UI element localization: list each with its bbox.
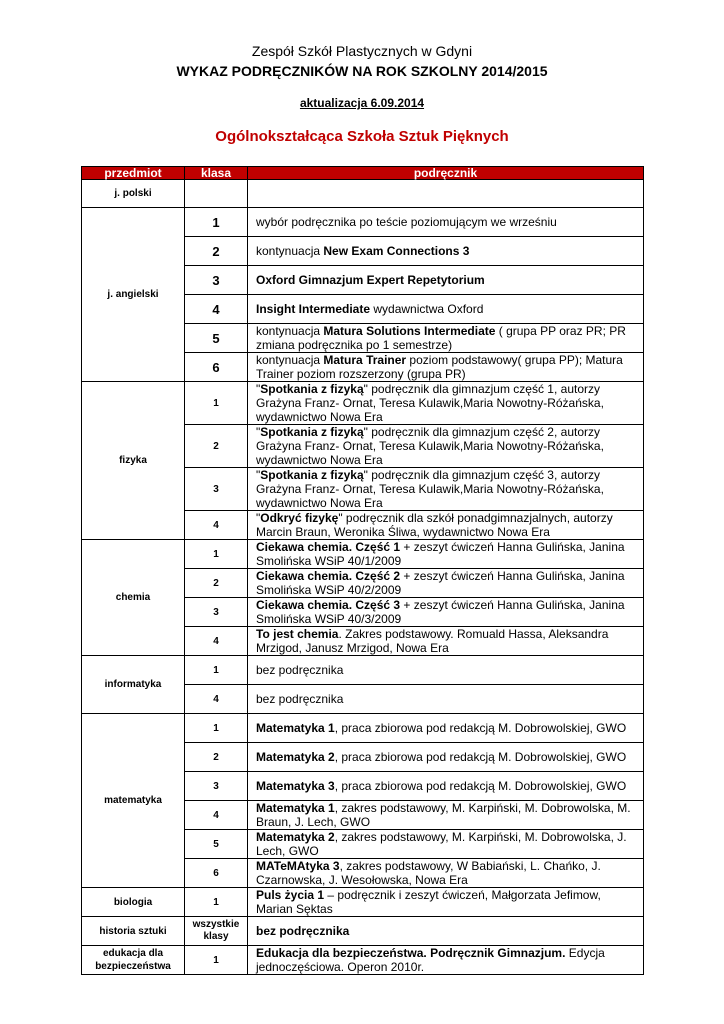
class-cell: 2: [185, 237, 248, 266]
class-cell: 4: [185, 511, 248, 540]
class-cell: 3: [185, 772, 248, 801]
table-row: [82, 917, 644, 946]
class-cell: 5: [185, 830, 248, 859]
class-cell: 1: [185, 208, 248, 237]
textbook-cell: "Odkryć fizykę" podręcznik dla szkół ponadgimnazjalnych, autorzy Marcin Braun, Weronika Śliwa, wydawnictwo Nowa Era: [248, 511, 644, 540]
textbook-cell: Matematyka 2, zakres podstawowy, M. Karpiński, M. Dobrowolska, J. Lech, GWO: [248, 830, 644, 859]
class-cell: 1: [185, 888, 248, 917]
table-row: [82, 888, 644, 917]
update-note: aktualizacja 6.09.2014: [299, 96, 425, 110]
class-cell: wszystkie klasy: [185, 917, 248, 946]
table-row: [82, 946, 644, 975]
subject-biologia: biologia: [82, 888, 185, 917]
class-cell: 4: [185, 685, 248, 714]
textbook-cell: "Spotkania z fizyką" podręcznik dla gimnazjum część 2, autorzy Grażyna Franz- Ornat, Teresa Kulawik,Maria Nowotny-Różańska, wydawnictwo Nowa Era: [248, 425, 644, 468]
textbook-cell: To jest chemia. Zakres podstawowy. Romuald Hassa, Aleksandra Mrzigod, Janusz Mrzigod, Nowa Era: [248, 627, 644, 656]
column-header-subject: przedmiot: [82, 167, 185, 180]
textbook-cell: Matematyka 1, zakres podstawowy, M. Karpiński, M. Dobrowolska, M. Braun, J. Lech, GWO: [248, 801, 644, 830]
textbook-cell: Ciekawa chemia. Część 3 + zeszyt ćwiczeń Hanna Gulińska, Janina Smolińska WSiP 40/3/2009: [248, 598, 644, 627]
class-cell: 6: [185, 859, 248, 888]
textbook-cell: Oxford Gimnazjum Expert Repetytorium: [248, 266, 644, 295]
textbook-cell: bez podręcznika: [248, 656, 644, 685]
class-cell: 4: [185, 627, 248, 656]
class-cell: 1: [185, 540, 248, 569]
table-row: [82, 180, 644, 208]
subject-historia-sztuki: historia sztuki: [82, 917, 185, 946]
subject-informatyka: informatyka: [82, 656, 185, 714]
textbook-cell: Edukacja dla bezpieczeństwa. Podręcznik Gimnazjum. Edycja jednoczęściowa. Operon 2010r.: [248, 946, 644, 975]
textbook-cell: kontynuacja New Exam Connections 3: [248, 237, 644, 266]
school-name: Zespół Szkół Plastycznych w Gdyni: [251, 43, 473, 59]
class-cell: 6: [185, 353, 248, 382]
class-cell: 2: [185, 743, 248, 772]
subject-chemia: chemia: [82, 540, 185, 656]
class-cell: 3: [185, 468, 248, 511]
class-cell: 1: [185, 382, 248, 425]
table-row: [82, 540, 644, 569]
textbook-cell: "Spotkania z fizyką" podręcznik dla gimnazjum część 3, autorzy Grażyna Franz- Ornat, Teresa Kulawik,Maria Nowotny-Różańska, wydawnictwo Nowa Era: [248, 468, 644, 511]
textbook-table: [81, 166, 644, 975]
textbook-cell: bez podręcznika: [248, 917, 644, 946]
class-cell: 3: [185, 266, 248, 295]
textbook-cell: Matematyka 3, praca zbiorowa pod redakcją M. Dobrowolskiej, GWO: [248, 772, 644, 801]
table-row: [82, 656, 644, 685]
subject-angielski: j. angielski: [82, 208, 185, 382]
column-header-textbook: podręcznik: [248, 167, 644, 180]
subject-matematyka: matematyka: [82, 714, 185, 888]
textbook-cell: Ciekawa chemia. Część 2 + zeszyt ćwiczeń Hanna Gulińska, Janina Smolińska WSiP 40/2/2009: [248, 569, 644, 598]
list-title: WYKAZ PODRĘCZNIKÓW NA ROK SZKOLNY 2014/2015: [176, 63, 548, 79]
class-cell: 1: [185, 946, 248, 975]
textbook-cell: "Spotkania z fizyką" podręcznik dla gimnazjum część 1, autorzy Grażyna Franz- Ornat, Teresa Kulawik,Maria Nowotny-Różańska, wydawnictwo Nowa Era: [248, 382, 644, 425]
school-type-heading: Ogólnokształcąca Szkoła Sztuk Pięknych: [215, 128, 509, 145]
textbook-cell: Matematyka 1, praca zbiorowa pod redakcją M. Dobrowolskiej, GWO: [248, 714, 644, 743]
class-cell: 3: [185, 598, 248, 627]
textbook-cell: kontynuacja Matura Trainer poziom podstawowy( grupa PP); Matura Trainer poziom rozszerzony (grupa PR): [248, 353, 644, 382]
class-cell: 2: [185, 425, 248, 468]
textbook-cell: Insight Intermediate wydawnictwa Oxford: [248, 295, 644, 324]
textbook-cell: Ciekawa chemia. Część 1 + zeszyt ćwiczeń Hanna Gulińska, Janina Smolińska WSiP 40/1/2009: [248, 540, 644, 569]
class-cell: 1: [185, 656, 248, 685]
textbook-cell: wybór podręcznika po teście poziomującym we wrześniu: [248, 208, 644, 237]
textbook-cell: bez podręcznika: [248, 685, 644, 714]
subject-polski: j. polski: [82, 180, 185, 208]
empty-cell: [185, 180, 248, 208]
subject-edukacja: edukacja dla bezpieczeństwa: [82, 946, 185, 975]
subject-fizyka: fizyka: [82, 382, 185, 540]
table-header-row: [82, 167, 644, 180]
textbook-cell: Matematyka 2, praca zbiorowa pod redakcją M. Dobrowolskiej, GWO: [248, 743, 644, 772]
textbook-cell: Puls życia 1 – podręcznik i zeszyt ćwiczeń, Małgorzata Jefimow, Marian Sęktas: [248, 888, 644, 917]
class-cell: 5: [185, 324, 248, 353]
column-header-class: klasa: [185, 167, 248, 180]
table-row: [82, 208, 644, 237]
class-cell: 2: [185, 569, 248, 598]
class-cell: 4: [185, 801, 248, 830]
textbook-cell: kontynuacja Matura Solutions Intermediate ( grupa PP oraz PR; PR zmiana podręcznika po 1 semestrze): [248, 324, 644, 353]
class-cell: 4: [185, 295, 248, 324]
empty-cell: [248, 180, 644, 208]
table-row: [82, 714, 644, 743]
textbook-cell: MATeMAtyka 3, zakres podstawowy, W Babiański, L. Chańko, J. Czarnowska, J. Wesołowska, Nowa Era: [248, 859, 644, 888]
class-cell: 1: [185, 714, 248, 743]
table-row: [82, 382, 644, 425]
